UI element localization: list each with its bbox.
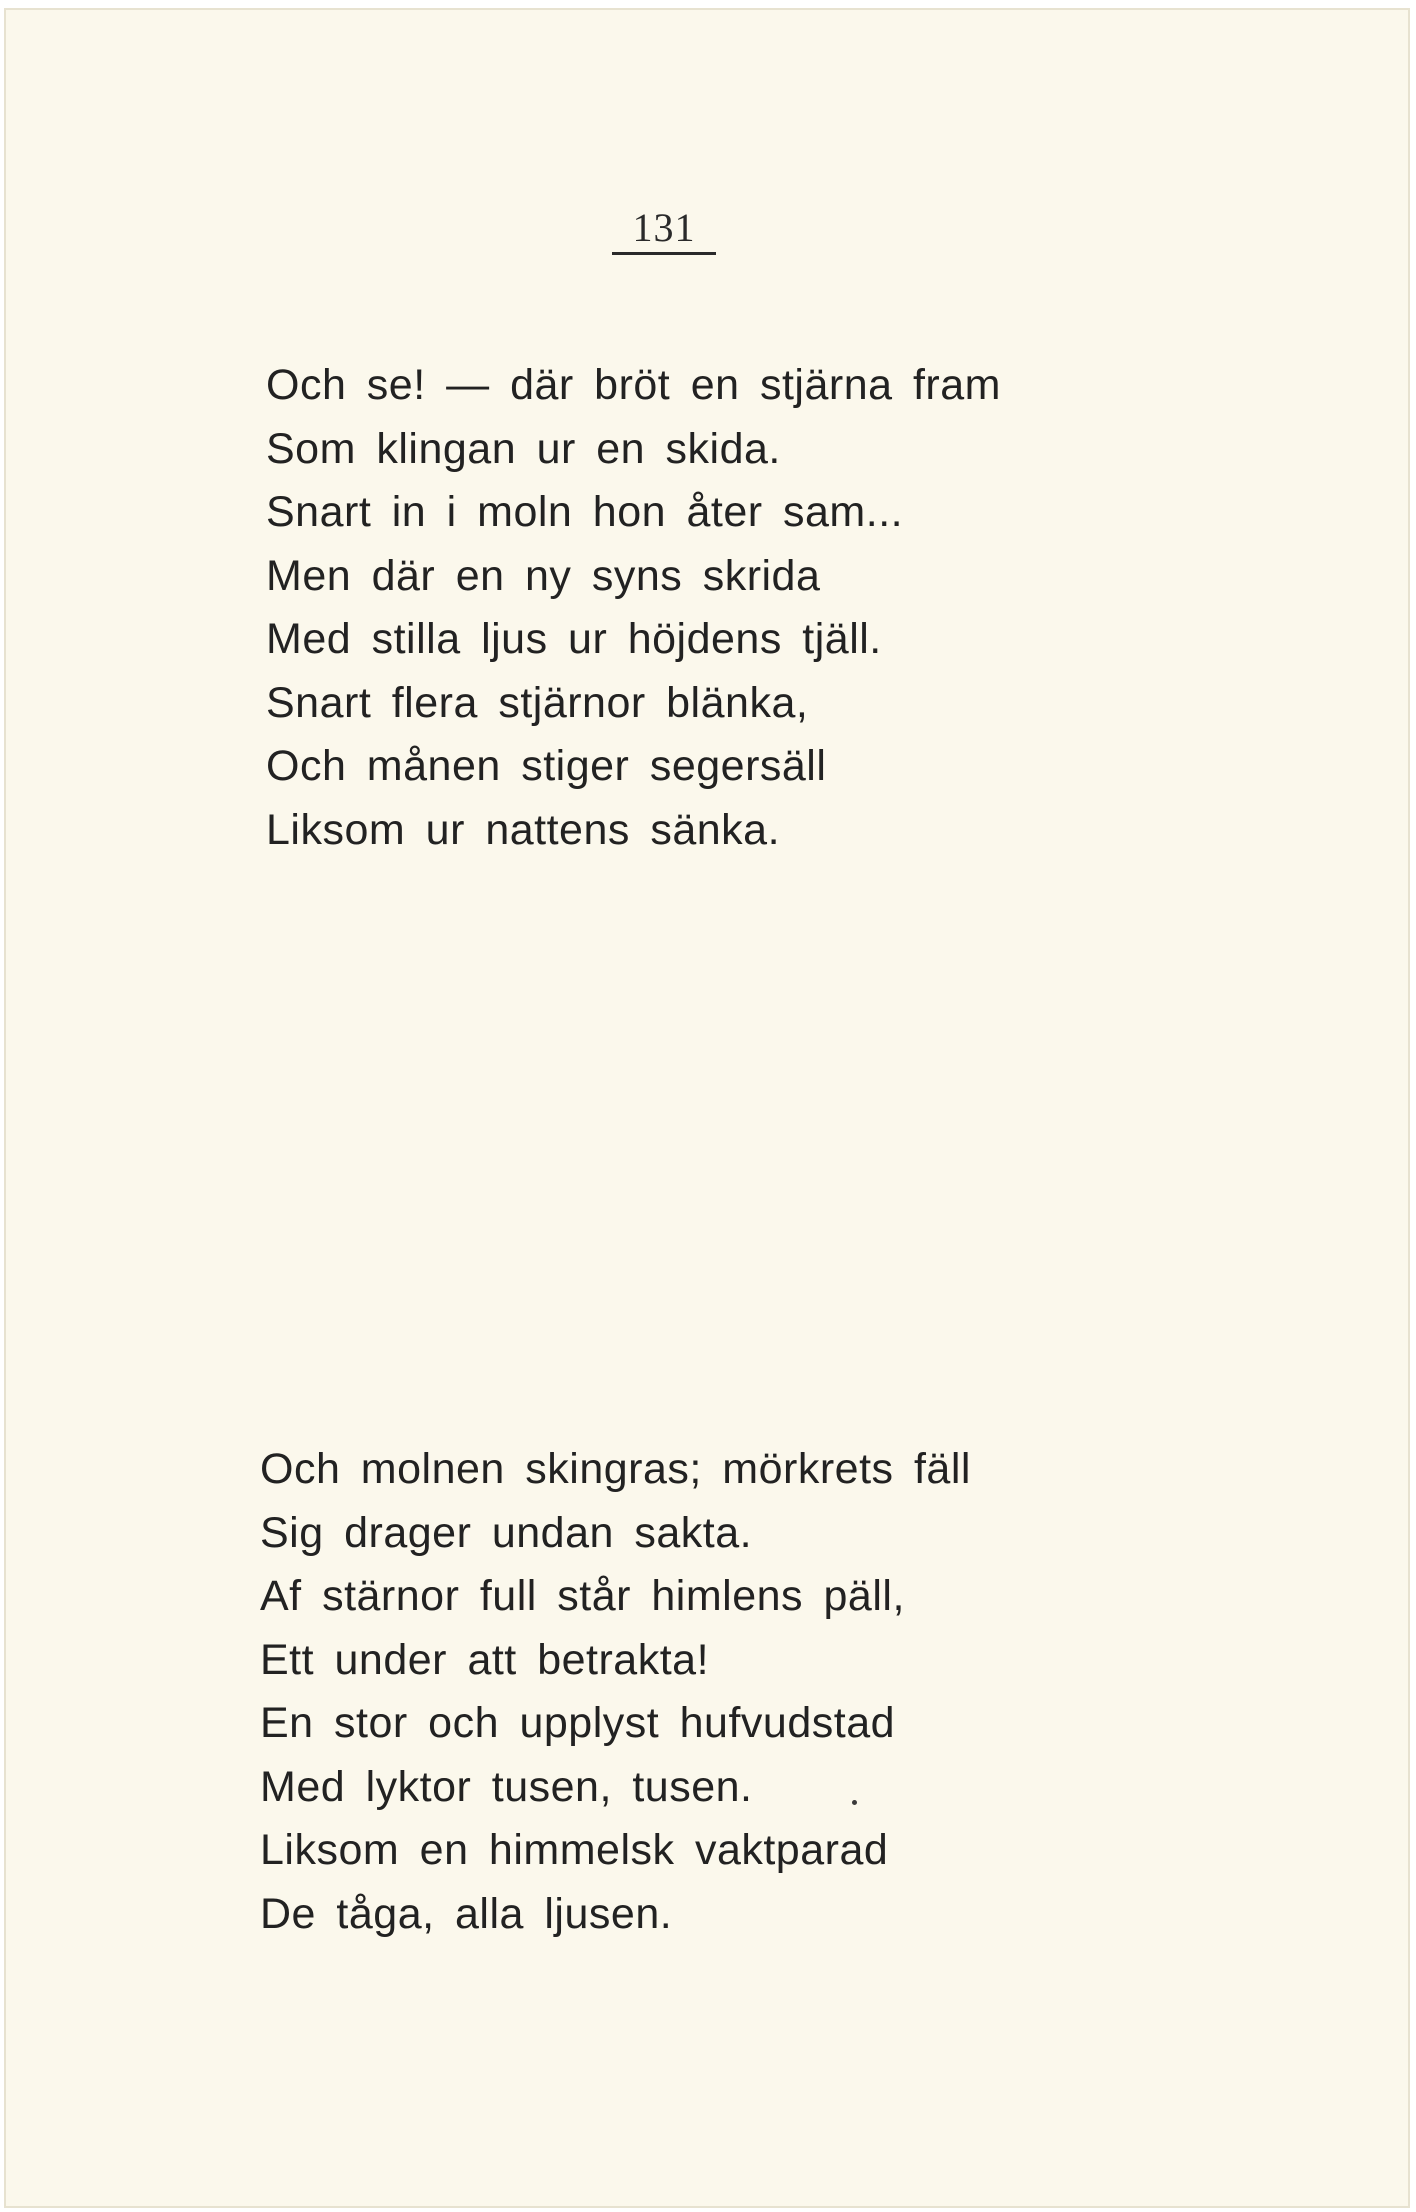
poem-line: Och molnen skingras; mörkrets fäll bbox=[260, 1445, 971, 1493]
poem-stanza-2 bbox=[260, 1438, 971, 1946]
poem-line: Med lyktor tusen, tusen. bbox=[260, 1762, 753, 1811]
page-number-underline bbox=[612, 252, 716, 255]
poem-line: Men där en ny syns skrida bbox=[266, 551, 821, 600]
paper-speck bbox=[852, 1800, 857, 1805]
poem-line: Och månen stiger segersäll bbox=[266, 742, 827, 790]
poem-line: Med stilla ljus ur höjdens tjäll. bbox=[266, 615, 882, 663]
page-number: 131 bbox=[632, 205, 696, 250]
poem-line: Af stärnor full står himlens päll, bbox=[260, 1572, 905, 1620]
poem-line: Och se! — där bröt en stjärna fram bbox=[266, 361, 1001, 409]
poem-line: En stor och upplyst hufvudstad bbox=[260, 1699, 896, 1747]
poem-line: Snart flera stjärnor blänka, bbox=[266, 678, 809, 727]
poem-line: Liksom ur nattens sänka. bbox=[266, 805, 781, 854]
poem-line: Ett under att betrakta! bbox=[260, 1635, 710, 1684]
book-page bbox=[4, 8, 1410, 2208]
poem-line: Sig drager undan sakta. bbox=[260, 1508, 753, 1557]
poem-line: Liksom en himmelsk vaktparad bbox=[260, 1826, 889, 1874]
poem-line: Snart in i moln hon åter sam... bbox=[266, 488, 904, 536]
poem-line: Som klingan ur en skida. bbox=[266, 424, 781, 473]
poem-line: De tåga, alla ljusen. bbox=[260, 1889, 673, 1938]
poem-stanza-1 bbox=[266, 354, 1001, 862]
